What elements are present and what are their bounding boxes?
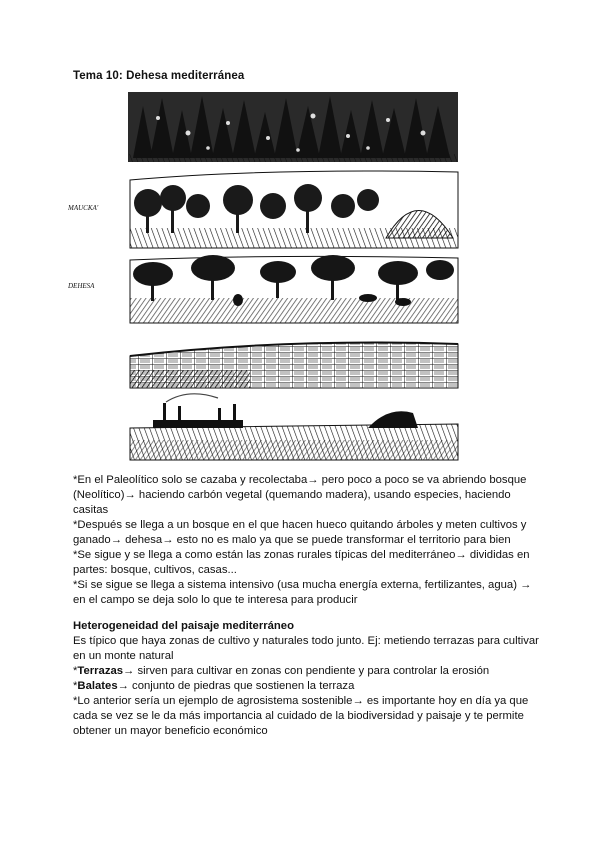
section-heading: Heterogeneidad del paisaje mediterráneo bbox=[73, 620, 294, 632]
paragraph-paleolithic: *En el Paleolítico solo se cazaba y recolectaba→ pero poco a poco se va abriendo bosque (Neolítico)→ haciendo carbón vegetal (quemando madera), usando especies, haciendo casitas bbox=[73, 474, 527, 516]
balates-definition bbox=[73, 679, 543, 694]
paragraph-intensive: *Si se sigue se llega a sistema intensivo (usa mucha energía externa, fertilizantes, agua) → en el campo se deja solo lo que te interesa para producir bbox=[73, 579, 532, 606]
panel-fields bbox=[130, 343, 458, 389]
page-title: Tema 10: Dehesa mediterránea bbox=[73, 70, 245, 82]
terrazas-definition bbox=[73, 664, 543, 679]
panel-forest bbox=[128, 92, 458, 162]
history-paragraphs bbox=[73, 473, 543, 608]
section-closing: *Lo anterior sería un ejemplo de agrosistema sostenible→ es importante hoy en día ya que cada se vez se le da más importancia al cuidado de la biodiversidad y paisaje y te permite obtener un mayor beneficio económico bbox=[73, 695, 529, 737]
panel-intensive bbox=[130, 394, 458, 460]
panel-clearing bbox=[68, 171, 458, 248]
terrazas-prefix: * bbox=[73, 665, 78, 677]
balates-prefix: * bbox=[73, 680, 78, 692]
paragraph-dehesa: *Después se llega a un bosque en el que hacen hueco quitando árboles y meten cultivos y ganado→ dehesa→ esto no es malo ya que se puede transformar el territorio para bien bbox=[73, 519, 527, 546]
panel-label-1: MAUCKA' bbox=[68, 204, 99, 212]
landscape-evolution-illustration bbox=[68, 88, 468, 466]
balates-term: Balates bbox=[77, 680, 118, 692]
terrazas-term: Terrazas bbox=[77, 665, 124, 677]
heterogeneity-section bbox=[73, 619, 543, 739]
panel-label-2: DEHESA bbox=[68, 282, 95, 290]
paragraph-rural: *Se sigue y se llega a como están las zonas rurales típicas del mediterráneo→ divididas en partes: bosque, cultivos, casas... bbox=[73, 549, 530, 576]
section-intro: Es típico que haya zonas de cultivo y naturales todo junto. Ej: metiendo terrazas para cultivar en un monte natural bbox=[73, 635, 539, 662]
balates-text: → conjunto de piedras que sostienen la terraza bbox=[117, 680, 355, 692]
panel-dehesa bbox=[68, 255, 458, 323]
terrazas-text: → sirven para cultivar en zonas con pendiente y para controlar la erosión bbox=[123, 665, 490, 677]
illustration-svg bbox=[68, 88, 468, 466]
